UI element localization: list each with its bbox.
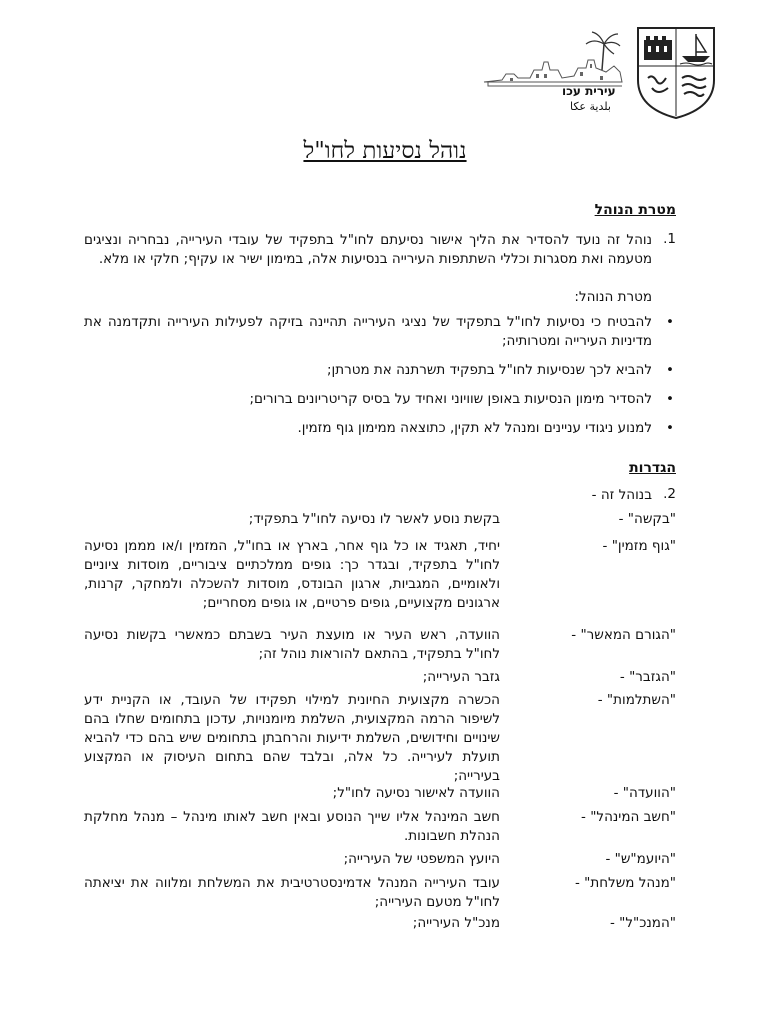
purpose-bullet: • להביא לכך שנסיעות לחו"ל בתפקיד תשרתנה את מטרתן; xyxy=(84,361,652,380)
purpose-bullet: • להסדיר מימון הנסיעות באופן שוויוני ואחיד על בסיס קריטריונים ברורים; xyxy=(84,390,652,409)
item-number-1: 1. xyxy=(663,231,676,247)
definition-term: "בקשה" - xyxy=(618,511,676,527)
definitions-heading: הגדרות xyxy=(629,460,676,476)
document-title: נוהל נסיעות לחו"ל xyxy=(303,138,467,164)
definition-term: "גוף מזמין" - xyxy=(602,538,676,554)
definition-term: "הגורם המאשר" - xyxy=(571,627,676,643)
definition-term: "הגזבר" - xyxy=(619,669,676,685)
definition-text: יחיד, תאגיד או כל גוף אחר, בארץ או בחו"ל, המזמין ו/או מממן נסיעה לחו"ל בתפקיד, ובגדר כך: גופים ממלכתיים ציבוריים, מוסדות ציוניים ולאומיים, המגביות, ארגון הבונדס, מוסדות להשכלה ולמחקר, קרנות, ארגונים מקצועיים, גופים פרטיים, או גופים מסחריים; xyxy=(84,538,500,611)
city-name-hebrew: עירית עכו xyxy=(562,84,616,98)
definition-text: עובד העירייה המנהל אדמינסטרטיבית את המשלחת ומלווה את יציאתה לחו"ל מטעם העירייה; xyxy=(84,875,500,910)
definition-term: "הוועדה" - xyxy=(613,785,676,801)
purpose-bullet-list xyxy=(84,313,652,448)
definition-term: "מנהל משלחת" - xyxy=(574,875,676,891)
definition-text: הוועדה לאישור נסיעה לחו"ל; xyxy=(332,785,500,801)
definition-term: "היועמ"ש" - xyxy=(605,851,676,867)
definition-text: מנכ"ל העירייה; xyxy=(412,915,500,931)
definition-text: חשב המינהל אליו שייך הנוסע ובאין חשב לאותו מינהל – מנהל מחלקת הנהלת חשבונות. xyxy=(84,809,500,844)
item-1-text: נוהל זה נועד להסדיר את הליך אישור נסיעתם לחו"ל בתפקיד של עובדי העירייה, נבחריה ונציגים מטעמה ואת מסגרות וכללי השתתפות העירייה בנסיעות אלה, במימון ישיר או עקיף; חלקי או מלא. xyxy=(84,232,652,267)
definition-text: היועץ המשפטי של העירייה; xyxy=(343,851,500,867)
item-number-2: 2. xyxy=(663,486,676,502)
definition-term: "המנכ"ל" - xyxy=(610,915,676,931)
definition-term: "השתלמות" - xyxy=(597,692,676,708)
item-2-text: בנוהל זה - xyxy=(591,487,652,503)
definition-text: הוועדה, ראש העיר או מועצת העיר בשבתם כמאשרי בקשות נסיעה לחו"ל בתפקיד, בהתאם להוראות נוהל זה; xyxy=(84,627,500,662)
definition-text: גזבר העירייה; xyxy=(422,669,500,685)
purpose-subheading: מטרת הנוהל: xyxy=(574,289,652,305)
purpose-heading: מטרת הנוהל xyxy=(594,202,676,218)
definition-term: "חשב המינהל" - xyxy=(581,809,676,825)
purpose-bullet: • למנוע ניגודי עניינים ומנהל לא תקין, כתוצאה ממימון גוף מזמין. xyxy=(84,419,652,438)
definition-text: הכשרה מקצועית החיונית למילוי תפקידו של העובד, או הקניית ידע לשיפור הרמה המקצועית, השלמת מיומנויות, עדכון בתחומים שחלו בהם שינויים וחידושים, השלמת ידיעות והרחבתן בתחומים שיש בהם כדי להביא תועלת לעירייה. כל אלה, ובלבד שהם בתחום העיסוק או המקצוע בעירייה; xyxy=(84,692,500,784)
city-name-arabic: بلدية عكا xyxy=(570,100,611,113)
definition-text: בקשת נוסע לאשר לו נסיעה לחו"ל בתפקיד; xyxy=(248,511,500,527)
purpose-bullet: • להבטיח כי נסיעות לחו"ל בתפקיד של נציגי העירייה תהיינה בזיקה לפעילות העירייה ותקדמנה את מדיניות העירייה ומטרותיה; xyxy=(84,313,652,351)
